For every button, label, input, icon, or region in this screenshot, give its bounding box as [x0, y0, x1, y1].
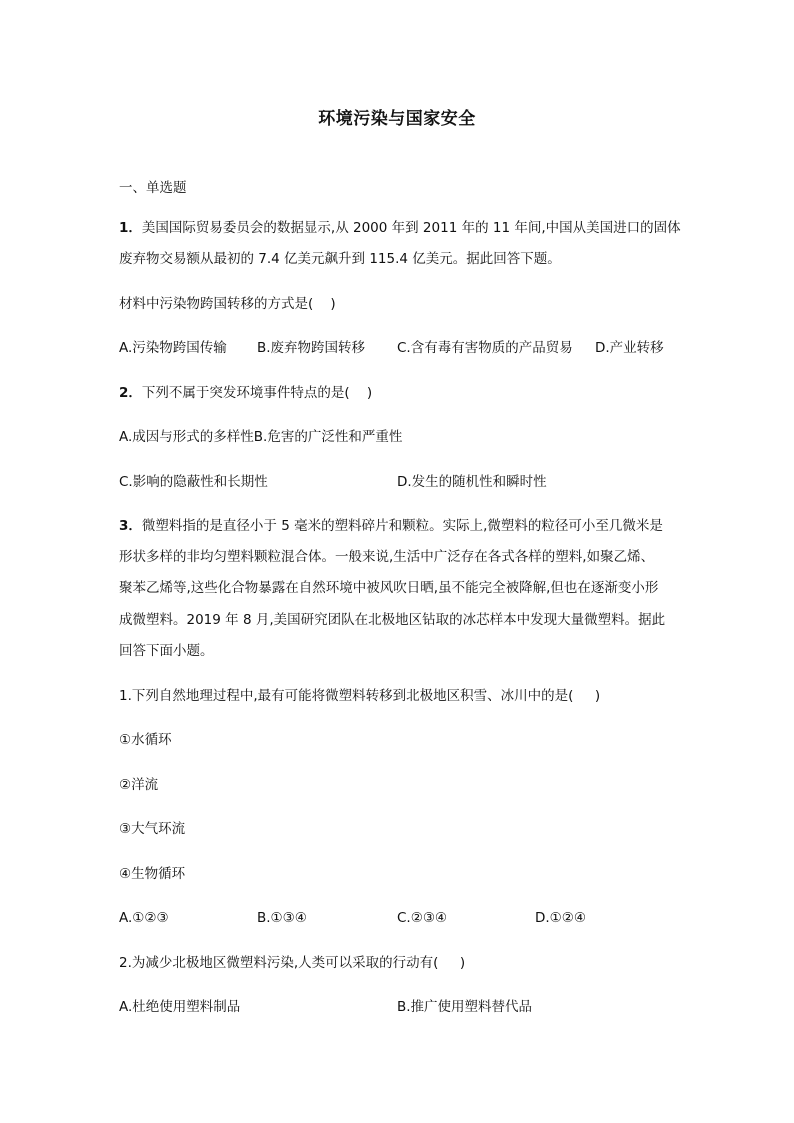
question-1-text-line-2: 废弃物交易额从最初的 7.4 亿美元飙升到 115.4 亿美元。据此回答下题。	[119, 251, 561, 267]
question-3-text-line-5: 回答下面小题。	[119, 643, 214, 659]
document-title: 环境污染与国家安全	[318, 109, 476, 129]
question-3-text-line-2: 形状多样的非均匀塑料颗粒混合体。一般来说,生活中广泛存在各式各样的塑料,如聚乙烯、	[119, 549, 655, 565]
question-2-option-c: C.影响的隐蔽性和长期性	[119, 474, 268, 490]
sub-question-1-option-d: D.①②④	[535, 910, 586, 926]
sub-question-1-option-c: C.②③④	[397, 910, 448, 926]
question-2-stem: 下列不属于突发环境事件特点的是( )	[141, 385, 373, 401]
sub-question-1-option-b: B.①③④	[257, 910, 307, 926]
question-2-number: 2．	[119, 385, 142, 401]
question-3-text: 微塑料指的是直径小于 5 毫米的塑料碎片和颗粒。实际上,微塑料的粒径可小至几微米是	[141, 518, 663, 534]
question-3-number: 3．	[119, 518, 142, 534]
question-2-option-d: D.发生的随机性和瞬时性	[397, 474, 547, 490]
question-1-option-d: D.产业转移	[595, 340, 664, 356]
sub-question-2-option-b: B.推广使用塑料替代品	[397, 999, 533, 1015]
question-1-option-c: C.含有毒有害物质的产品贸易	[397, 340, 573, 356]
sub-question-1-item-1: ①水循环	[119, 732, 172, 748]
sub-question-1-item-4: ④生物循环	[119, 866, 186, 882]
sub-question-1-stem: 1.下列自然地理过程中,最有可能将微塑料转移到北极地区积雪、冰川中的是( )	[119, 688, 601, 704]
question-1-number: 1．	[119, 220, 142, 236]
question-1-option-b: B.废弃物跨国转移	[257, 340, 366, 356]
question-3-text-line-4: 成微塑料。2019 年 8 月,美国研究团队在北极地区钻取的冰芯样本中发现大量微塑料。据此	[119, 612, 666, 628]
question-1-text: 美国国际贸易委员会的数据显示,从 2000 年到 2011 年的 11 年间,中国从美国进口的固体	[141, 220, 681, 236]
sub-question-1-item-2: ②洋流	[119, 777, 159, 793]
section-heading: 一、单选题	[119, 180, 187, 196]
sub-question-1-item-3: ③大气环流	[119, 821, 186, 837]
question-3-text-line-3: 聚苯乙烯等,这些化合物暴露在自然环境中被风吹日晒,虽不能完全被降解,但也在逐渐变小形	[119, 580, 659, 596]
question-1-text-line-1	[119, 218, 679, 238]
question-1-option-a: A.污染物跨国传输	[119, 340, 227, 356]
question-2-stem-line	[119, 383, 679, 403]
sub-question-2-option-a: A.杜绝使用塑料制品	[119, 999, 241, 1015]
question-2-option-a-b: A.成因与形式的多样性B.危害的广泛性和严重性	[119, 429, 403, 445]
question-3-text-line-1	[119, 516, 679, 536]
sub-question-1-option-a: A.①②③	[119, 910, 169, 926]
question-1-stem: 材料中污染物跨国转移的方式是( )	[119, 296, 336, 312]
sub-question-2-stem: 2.为减少北极地区微塑料污染,人类可以采取的行动有( )	[119, 955, 466, 971]
